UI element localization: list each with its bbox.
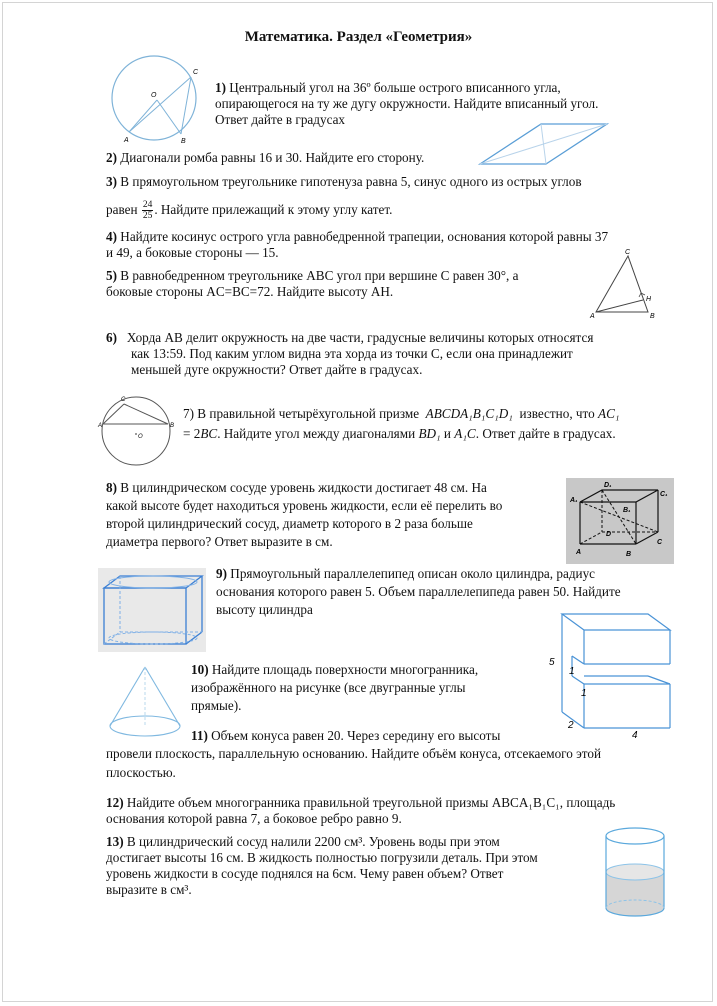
problem-12-line-2: основания которой равна 7, а боковое ребро равно 9. <box>106 811 402 826</box>
dim-1-upper: 1 <box>569 666 575 677</box>
problem-11-line-1: 11) Объем конуса равен 20. Через середину его высоты <box>191 728 501 743</box>
problem-8-line-3: второй цилиндрический сосуд, диаметр которого в 2 раза больше <box>106 516 473 531</box>
problem-3-line-1: 3) В прямоугольном треугольнике гипотенуза равна 5, синус одного из острых углов <box>106 174 582 189</box>
problem-6-line-1: 6) Хорда AB делит окружность на две части, градусные величины которых относятся <box>106 330 594 345</box>
problem-13-line-2: достигает высоты 16 см. В жидкость полностью погрузили деталь. При этом <box>106 850 538 865</box>
problem-1-line-1: 1) Центральный угол на 36º больше острого вписанного угла, <box>215 80 561 95</box>
problem-10-line-2: изображённого на рисунке (все двугранные углы <box>191 680 466 695</box>
dim-2: 2 <box>568 720 574 731</box>
label-d: D <box>606 531 612 538</box>
problem-4-line-1: 4) Найдите косинус острого угла равнобедренной трапеции, основания которой равны 37 <box>106 229 609 244</box>
problem-11-line-2: провели плоскость, параллельную основанию. Найдите объём конуса, отсекаемого этой <box>106 746 602 761</box>
label-a1: A₁ <box>570 497 578 504</box>
label-c: C <box>625 249 631 256</box>
problem-7-line-1: 7) В правильной четырёхугольной призме ABCDA₁B₁C₁D₁ известно, что AC₁ <box>183 406 620 421</box>
figure-circle-chord <box>98 394 178 470</box>
figure-circle-angles <box>105 50 205 150</box>
problem-8-line-2: какой высоте будет находиться уровень жидкости, если её перелить во <box>106 498 503 513</box>
problem-9-line-3: высоту цилиндра <box>216 602 313 617</box>
label-o: O <box>138 434 143 440</box>
label-c: C <box>657 539 663 546</box>
problem-3-line-2: равен $\frac{24}{25}$ . Найдите прилежащий к этому углу катет. <box>106 200 393 222</box>
label-a: A <box>98 423 103 429</box>
label-c: C <box>121 397 126 403</box>
problem-9-line-2: основания которого равен 5. Объем параллелепипеда равен 50. Найдите <box>216 584 621 599</box>
label-d1: D₁ <box>604 482 612 489</box>
figure-cone <box>106 664 186 740</box>
figure-prism <box>566 478 674 564</box>
problem-6-line-2: как 13:59. Под каким углом видна эта хорда из точки C, если она принадлежит <box>131 346 573 361</box>
problem-13-line-3: уровень жидкости в сосуде поднялся на 6см. Чему равен объем? Ответ <box>106 866 504 881</box>
label-a: A <box>576 549 582 556</box>
label-o: O <box>151 92 157 99</box>
problem-8-line-4: диаметра первого? Ответ выразите в см. <box>106 534 333 549</box>
label-b: B <box>181 138 186 145</box>
problem-13-line-1: 13) В цилиндрический сосуд налили 2200 см³. Уровень воды при этом <box>106 834 500 849</box>
label-b1: B₁ <box>623 507 631 514</box>
problem-13-line-4: выразите в см³. <box>106 882 192 897</box>
page-title: Математика. Раздел «Геометрия» <box>244 29 473 45</box>
problem-6-line-3: меньшей дуге окружности? Ответ дайте в градусах. <box>131 362 423 377</box>
label-h: H <box>646 296 652 303</box>
problem-7-line-2: = 2BC. Найдите угол между диагоналями BD₁ и A₁C. Ответ дайте в градусах. <box>183 426 616 441</box>
dim-4: 4 <box>632 730 638 741</box>
problem-2: 2) Диагонали ромба равны 16 и 30. Найдите его сторону. <box>106 150 425 165</box>
label-b: B <box>170 423 175 429</box>
label-a: A <box>124 137 129 144</box>
figure-box-cylinder <box>98 568 206 652</box>
problem-10-line-1: 10) Найдите площадь поверхности многогранника, <box>191 662 479 677</box>
label-c1: C₁ <box>660 491 668 498</box>
label-b: B <box>626 551 632 558</box>
problem-12-line-1: 12) Найдите объем многогранника правильной треугольной призмы ABCA₁B₁C₁, площадь <box>106 795 616 810</box>
label-a: A <box>590 313 595 320</box>
dim-1-lower: 1 <box>581 688 587 699</box>
problem-9-line-1: 9) Прямоугольный параллелепипед описан около цилиндра, радиус <box>216 566 596 581</box>
problem-1-line-3: Ответ дайте в градусах <box>215 112 346 127</box>
problem-11-line-3: плоскостью. <box>106 765 176 780</box>
problem-10-line-3: прямые). <box>191 698 242 713</box>
figure-rhombus <box>478 122 610 166</box>
problem-8-line-1: 8) В цилиндрическом сосуде уровень жидкости достигает 48 см. На <box>106 480 487 495</box>
fraction: $\frac{24}{25}$ <box>142 200 153 222</box>
problem-4-line-2: и 49, а боковые стороны — 15. <box>106 245 279 260</box>
figure-cylinder-water <box>602 824 668 920</box>
label-b: B <box>650 313 655 320</box>
problem-5-line-1: 5) В равнобедренном треугольнике ABC угол при вершине C равен 30°, а <box>106 268 519 283</box>
figure-polyhedron <box>544 610 680 740</box>
dim-5: 5 <box>549 657 555 668</box>
figure-triangle <box>590 248 662 320</box>
problem-5-line-2: боковые стороны AC=BC=72. Найдите высоту AH. <box>106 284 394 299</box>
label-c: C <box>193 69 199 76</box>
problem-1-line-2: опирающегося на ту же дугу окружности. Найдите вписанный угол. <box>215 96 599 111</box>
